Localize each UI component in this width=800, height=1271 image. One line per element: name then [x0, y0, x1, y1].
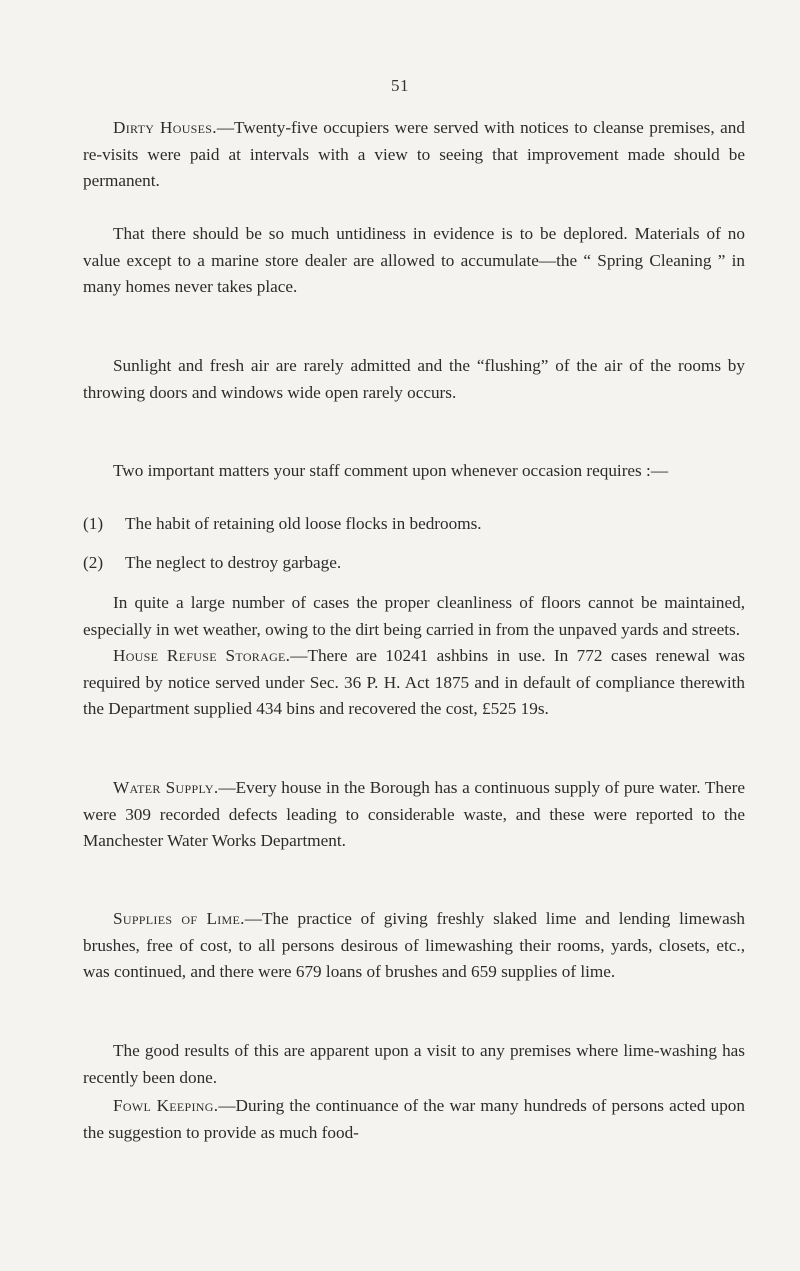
list-item-text: The habit of retaining old loose flocks in bedrooms.	[125, 514, 482, 533]
paragraph-fowl-keeping	[83, 1093, 745, 1146]
paragraph-supplies-of-lime	[83, 906, 745, 986]
paragraph-good-results	[83, 1038, 745, 1091]
list-item	[83, 511, 745, 538]
paragraph-text: Two important matters your staff comment upon whenever occasion requires :—	[113, 461, 669, 480]
heading-fowl-keeping: Fowl Keeping.	[113, 1096, 219, 1115]
paragraph-text: —Twenty-five occupiers were served with notices to cleanse premises, and re-visits were paid at intervals with a view to seeing that improvement made should be permanent.	[83, 118, 745, 190]
paragraph-water-supply	[83, 775, 745, 855]
paragraph-sunlight	[83, 353, 745, 406]
paragraph-text: In quite a large number of cases the proper cleanliness of floors cannot be maintained, especially in wet weather, owing to the dirt being carried in from the unpaved yards and streets.	[83, 593, 745, 639]
paragraph-floors	[83, 590, 745, 643]
heading-water-supply: Water Supply.	[113, 778, 219, 797]
paragraph-text: —During the continuance of the war many hundreds of persons acted upon the suggestion to provide as much food-	[83, 1096, 745, 1142]
list-item-number: (2)	[83, 553, 104, 572]
paragraph-important-matters	[83, 458, 745, 485]
paragraph-text: —Every house in the Borough has a continuous supply of pure water. There were 309 recorded defects leading to considerable waste, and these were reported to the Manchester Water Works Department.	[83, 778, 745, 850]
paragraph-text: —The practice of giving freshly slaked lime and lending limewash brushes, free of cost, to all persons desirous of limewashing their rooms, yards, closets, etc., was continued, and there were 679 loans of brushes and 659 supplies of lime.	[83, 909, 745, 981]
paragraph-house-refuse-storage	[83, 643, 745, 723]
paragraph-text: That there should be so much untidiness in evidence is to be deplored. Materials of no value except to a marine store dealer are allowed to accumulate—the “ Spring Cleaning ” in many homes never takes place.	[83, 224, 745, 296]
list-item-number: (1)	[83, 514, 104, 533]
page-number: 51	[391, 76, 409, 95]
list-item	[83, 550, 745, 577]
paragraph-dirty-houses	[83, 115, 745, 195]
paragraph-text: —There are 10241 ashbins in use. In 772 cases renewal was required by notice served under Sec. 36 P. H. Act 1875 and in default of compliance therewith the Department supplied 434 bins and recovered the cost, £525 19s.	[83, 646, 745, 718]
list-item-text: The neglect to destroy garbage.	[125, 553, 342, 572]
paragraph-untidiness	[83, 221, 745, 301]
paragraph-text: The good results of this are apparent upon a visit to any premises where lime-washing has recently been done.	[83, 1041, 745, 1087]
heading-dirty-houses: Dirty Houses.	[113, 118, 217, 137]
paragraph-text: Sunlight and fresh air are rarely admitted and the “flushing” of the air of the rooms by throwing doors and windows wide open rarely occurs.	[83, 356, 745, 402]
heading-supplies-of-lime: Supplies of Lime.	[113, 909, 245, 928]
heading-house-refuse-storage: House Refuse Storage.	[113, 646, 291, 665]
